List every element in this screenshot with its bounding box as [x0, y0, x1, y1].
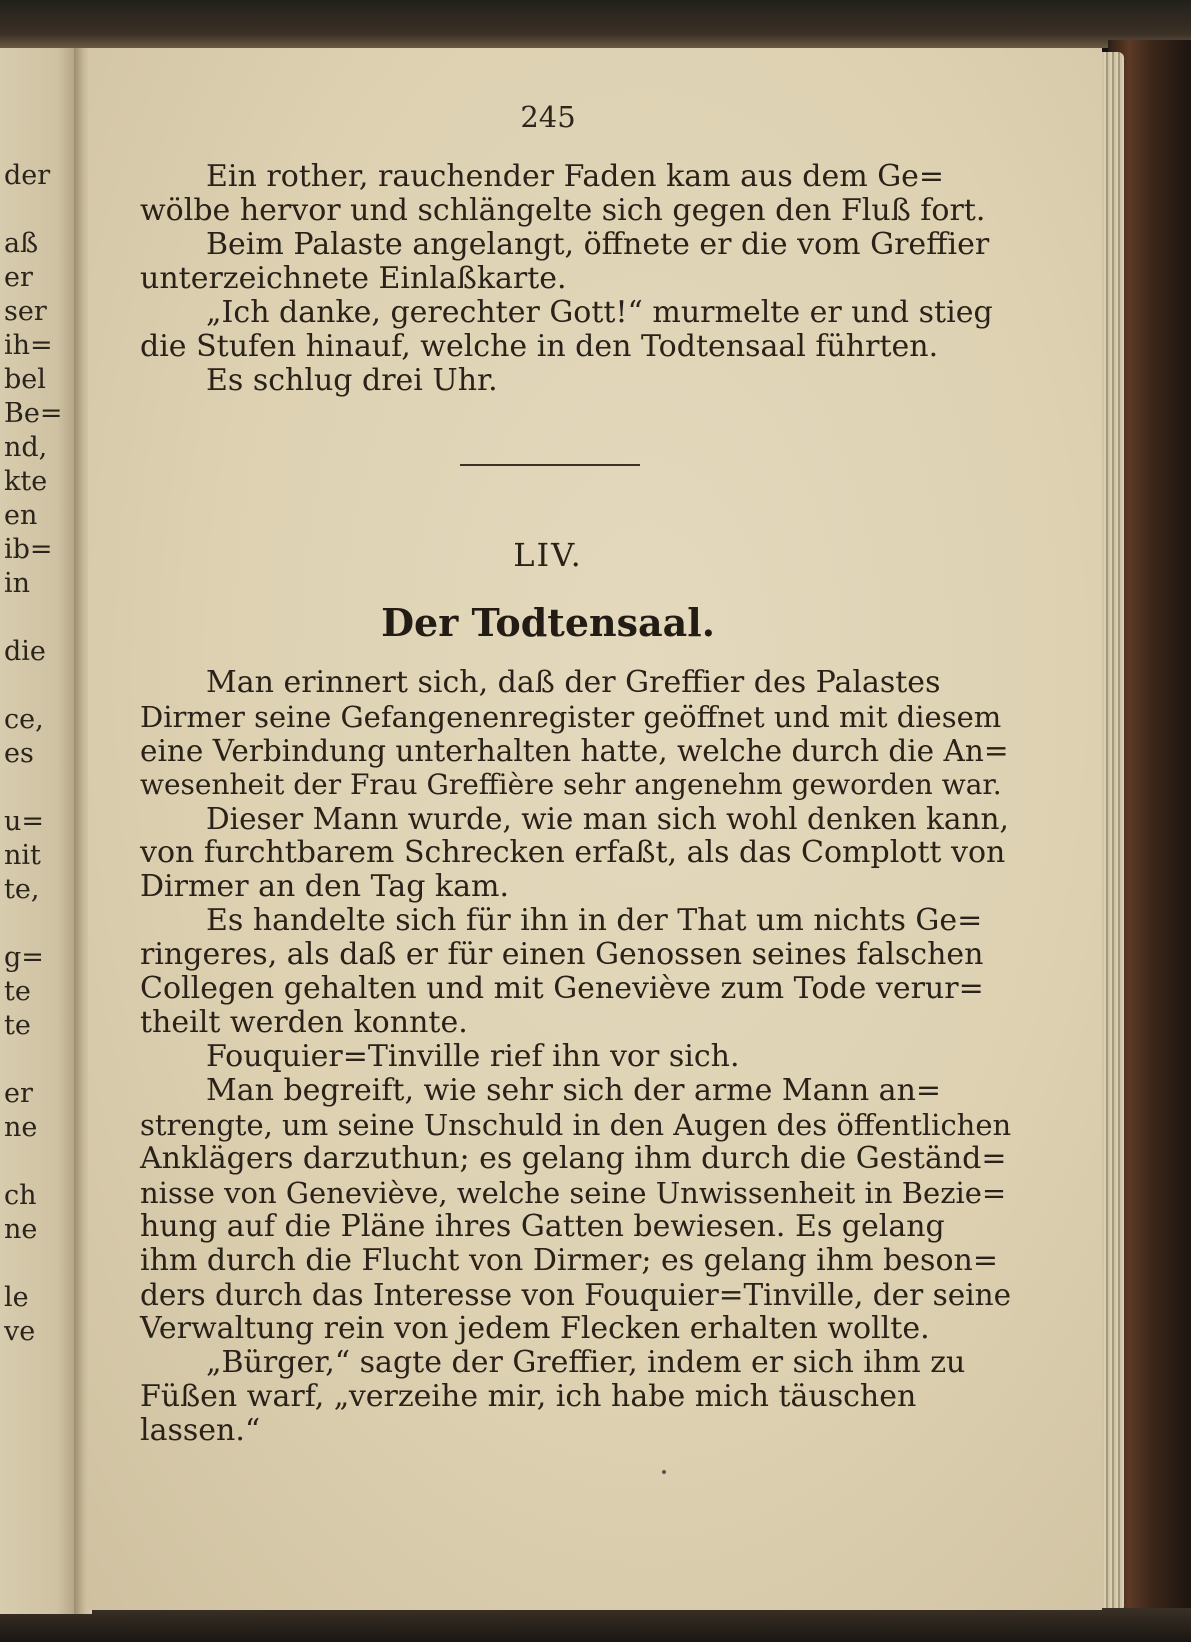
left-page-fragment: ser	[4, 296, 47, 327]
text-line: Füßen warf, „verzeihe mir, ich habe mich täuschen	[140, 1379, 917, 1414]
text-line: hung auf die Pläne ihres Gatten bewiesen. Es gelang	[140, 1209, 945, 1244]
left-page-fragment: le	[4, 1282, 29, 1313]
left-page-fragment: der	[4, 160, 51, 191]
text-line: Man erinnert sich, daß der Greffier des Palastes	[206, 665, 941, 700]
chapter-title: Der Todtensaal.	[381, 600, 715, 645]
left-page-fragment: in	[4, 568, 31, 599]
chapter-number: LIV.	[513, 536, 583, 574]
section-divider	[460, 464, 640, 466]
left-page-fragment: en	[4, 500, 38, 531]
text-line: strengte, um seine Unschuld in den Augen des öffentlichen	[140, 1108, 1012, 1142]
left-page-fragment: die	[4, 636, 46, 667]
text-line: „Ich danke, gerechter Gott!“ murmelte er und stieg	[206, 295, 993, 330]
text-line: ringeres, als daß er für einen Genossen seines falschen	[140, 937, 984, 972]
text-line: lassen.“	[140, 1413, 261, 1448]
left-page-fragment: er	[4, 1078, 33, 1109]
page-number: 245	[520, 100, 576, 134]
text-line: nisse von Geneviève, welche seine Unwissenheit in Bezie=	[140, 1176, 1007, 1210]
text-line: Verwaltung rein von jedem Flecken erhalten wollte.	[140, 1311, 930, 1346]
left-page-fragment: bel	[4, 364, 46, 395]
left-page-fragment: ce,	[4, 704, 44, 735]
text-line: „Bürger,“ sagte der Greffier, indem er sich ihm zu	[206, 1345, 966, 1380]
left-page-fragment: es	[4, 738, 34, 769]
right-page	[88, 48, 1102, 1610]
left-page-fragment: ne	[4, 1214, 38, 1245]
text-line: Dirmer seine Gefangenenregister geöffnet und mit diesem	[140, 700, 1002, 734]
text-line: wesenheit der Frau Greffière sehr angenehm geworden war.	[140, 768, 1002, 801]
book-cover-bottom	[0, 1608, 1191, 1642]
left-page-fragment: aß	[4, 228, 39, 259]
text-line: von furchtbarem Schrecken erfaßt, als das Complott von	[140, 835, 1006, 870]
left-page-fragment: te,	[4, 874, 40, 905]
left-page-fragment: ve	[4, 1316, 36, 1347]
left-page-fragment: g=	[4, 942, 44, 973]
text-line: Dieser Mann wurde, wie man sich wohl denken kann,	[206, 802, 1009, 836]
text-line: ders durch das Interesse von Fouquier=Tinville, der seine	[140, 1278, 1012, 1312]
left-page-fragment: nit	[4, 840, 41, 871]
text-line: Beim Palaste angelangt, öffnete er die vom Greffier	[206, 227, 990, 262]
left-page-fragment: ne	[4, 1112, 38, 1143]
text-line: Ein rother, rauchender Faden kam aus dem Ge=	[206, 159, 945, 194]
left-page-fragment: ch	[4, 1180, 37, 1211]
left-page-fragment: Be=	[4, 398, 63, 429]
left-page-fragment: u=	[4, 806, 45, 837]
text-line: Dirmer an den Tag kam.	[140, 869, 509, 904]
book-cover-top	[0, 0, 1191, 48]
text-line: unterzeichnete Einlaßkarte.	[140, 261, 567, 296]
left-page-fragment: ih=	[4, 330, 53, 361]
text-line: eine Verbindung unterhalten hatte, welche durch die An=	[140, 734, 1009, 768]
left-page	[0, 48, 82, 1614]
left-page-fragment: ib=	[4, 534, 53, 565]
text-line: ihm durch die Flucht von Dirmer; es gelang ihm beson=	[140, 1243, 998, 1278]
text-line: Anklägers darzuthun; es gelang ihm durch die Geständ=	[140, 1141, 1007, 1176]
left-page-fragment: nd,	[4, 432, 48, 463]
left-page-fragment: er	[4, 262, 33, 293]
text-line: Es schlug drei Uhr.	[206, 363, 498, 398]
text-line: Es handelte sich für ihn in der That um nichts Ge=	[206, 903, 983, 938]
ink-speck	[662, 1470, 666, 1474]
left-page-fragment: kte	[4, 466, 48, 497]
text-line: Man begreift, wie sehr sich der arme Mann an=	[206, 1073, 942, 1108]
left-page-fragment: te	[4, 976, 31, 1007]
text-line: Collegen gehalten und mit Geneviève zum Tode verur=	[140, 971, 984, 1006]
text-line: Fouquier=Tinville rief ihn vor sich.	[206, 1039, 740, 1074]
text-line: die Stufen hinauf, welche in den Todtensaal führten.	[140, 329, 939, 364]
text-line: theilt werden konnte.	[140, 1005, 468, 1040]
text-line: wölbe hervor und schlängelte sich gegen den Fluß fort.	[140, 193, 986, 228]
left-page-fragment: te	[4, 1010, 31, 1041]
